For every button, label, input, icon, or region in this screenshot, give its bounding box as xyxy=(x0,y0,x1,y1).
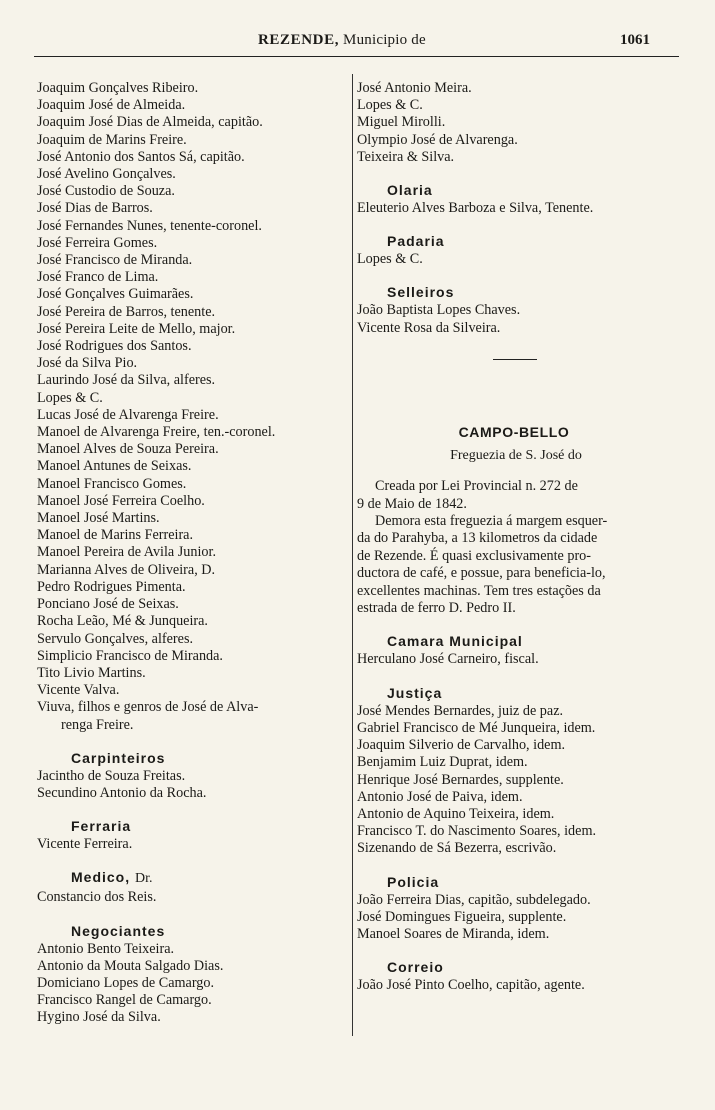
list-item: Herculano José Carneiro, fiscal. xyxy=(357,651,539,668)
section-heading xyxy=(37,867,349,889)
list-item: Manoel Francisco Gomes. xyxy=(37,475,187,492)
list-item: Antonio da Mouta Salgado Dias. xyxy=(37,957,224,974)
paragraph-line: ductora de café, e possue, para beneficia-lo, xyxy=(357,565,606,582)
section-heading-text: Carpinteiros xyxy=(71,749,166,766)
parish-subtitle: Freguezia de S. José do xyxy=(450,448,582,464)
section-heading-text: Negociantes xyxy=(71,922,166,939)
list-item: José Gonçalves Guimarães. xyxy=(37,286,194,303)
paragraph-line: 9 de Maio de 1842. xyxy=(357,495,467,512)
list-item: José Rodrigues dos Santos. xyxy=(37,338,192,355)
section-heading-text: Selleiros xyxy=(387,284,455,301)
page-number: 1061 xyxy=(620,32,650,48)
section-heading-sub: Dr. xyxy=(135,871,153,887)
section-heading-text: Camara Municipal xyxy=(387,633,523,650)
paragraph-line: excellentes machinas. Tem tres estações da xyxy=(357,582,601,599)
header-rule xyxy=(34,56,679,57)
column-divider xyxy=(352,74,353,1036)
paragraph-line: estrada de ferro D. Pedro II. xyxy=(357,600,516,617)
title-town: REZENDE, xyxy=(258,32,340,48)
list-item: Simplicio Francisco de Miranda. xyxy=(37,647,223,664)
section-heading-text: Ferraria xyxy=(71,818,132,835)
list-item: José Custodio de Souza. xyxy=(37,183,175,200)
section-heading-text: Padaria xyxy=(387,233,445,250)
list-item: Joaquim José de Almeida. xyxy=(37,97,186,114)
list-item: Ponciano José de Seixas. xyxy=(37,596,179,613)
list-item: renga Freire. xyxy=(61,716,134,733)
description-paragraph xyxy=(357,478,679,617)
list-item: Benjamim Luiz Duprat, idem. xyxy=(357,754,528,771)
list-item: Olympio José de Alvarenga. xyxy=(357,131,518,148)
list-item: Lopes & C. xyxy=(37,389,103,406)
list-item: Tito Livio Martins. xyxy=(37,664,146,681)
list-item: Laurindo José da Silva, alferes. xyxy=(37,372,216,389)
list-item: Manoel Pereira de Avila Junior. xyxy=(37,544,217,561)
list-item: Lopes & C. xyxy=(357,97,423,114)
list-item: Teixeira & Silva. xyxy=(357,148,455,165)
list-item: Antonio de Aquino Teixeira, idem. xyxy=(357,805,555,822)
place-title: CAMPO-BELLO xyxy=(458,423,570,440)
list-item: Manoel de Marins Ferreira. xyxy=(37,527,194,544)
list-item: Viuva, filhos e genros de José de Alva- xyxy=(37,699,259,716)
section-heading-text: Justiça xyxy=(387,684,443,701)
page-header xyxy=(0,32,715,54)
list-item: Marianna Alves de Oliveira, D. xyxy=(37,561,216,578)
list-item: José Ferreira Gomes. xyxy=(37,234,158,251)
section-heading xyxy=(357,872,679,892)
list-item: João Ferreira Dias, capitão, subdelegado. xyxy=(357,891,591,908)
section-heading xyxy=(357,683,679,703)
list-item: Manoel Soares de Miranda, idem. xyxy=(357,925,550,942)
list-item: Vicente Rosa da Silveira. xyxy=(357,319,501,336)
section-heading-text: Olaria xyxy=(387,182,433,199)
section-heading xyxy=(357,957,679,977)
list-item: Domiciano Lopes de Camargo. xyxy=(37,974,215,991)
list-item: Joaquim de Marins Freire. xyxy=(37,131,187,148)
section-heading xyxy=(357,282,679,302)
list-item: Antonio José de Paiva, idem. xyxy=(357,788,523,805)
list-item: José Mendes Bernardes, juiz de paz. xyxy=(357,702,564,719)
list-item: José Pereira de Barros, tenente. xyxy=(37,303,216,320)
list-item: José da Silva Pio. xyxy=(37,355,138,372)
list-item: Eleuterio Alves Barboza e Silva, Tenente. xyxy=(357,200,594,217)
section-heading-text: Policia xyxy=(387,873,440,890)
list-item: Pedro Rodrigues Pimenta. xyxy=(37,578,186,595)
spacer xyxy=(357,464,679,478)
list-item: Manoel Alves de Souza Pereira. xyxy=(37,441,219,458)
paragraph-line: Demora esta freguezia á margem esquer- xyxy=(375,513,608,530)
list-item: Rocha Leão, Mé & Junqueira. xyxy=(37,613,208,630)
list-item: Manoel José Ferreira Coelho. xyxy=(37,492,205,509)
list-item: Constancio dos Reis. xyxy=(37,889,157,906)
list-item: Joaquim José Dias de Almeida, capitão. xyxy=(37,114,263,131)
list-item: Lucas José de Alvarenga Freire. xyxy=(37,406,219,423)
list-item: Francisco T. do Nascimento Soares, idem. xyxy=(357,823,597,840)
list-item: Servulo Gonçalves, alferes. xyxy=(37,630,194,647)
right-column xyxy=(357,80,679,994)
list-item: Sizenando de Sá Bezerra, escrivão. xyxy=(357,840,557,857)
list-item: Miguel Mirolli. xyxy=(357,114,446,131)
list-item: Jacintho de Souza Freitas. xyxy=(37,767,186,784)
list-item: Henrique José Bernardes, supplente. xyxy=(357,771,564,788)
list-item: José Dias de Barros. xyxy=(37,200,153,217)
list-item: Lopes & C. xyxy=(357,251,423,268)
section-separator xyxy=(493,359,537,360)
paragraph-line: de Rezende. É quasi exclusivamente pro- xyxy=(357,547,592,564)
list-item: José Francisco de Miranda. xyxy=(37,252,193,269)
section-heading-text: Medico, xyxy=(71,869,131,886)
paragraph-line: da do Parahyba, a 13 kilometros da cidade xyxy=(357,530,598,547)
list-item: José Antonio dos Santos Sá, capitão. xyxy=(37,148,245,165)
section-heading xyxy=(357,231,679,251)
paragraph-line: Creada por Lei Provincial n. 272 de xyxy=(375,478,578,495)
list-item: João José Pinto Coelho, capitão, agente. xyxy=(357,977,585,994)
list-item: Manoel José Martins. xyxy=(37,510,160,527)
list-item: Vicente Valva. xyxy=(37,682,120,699)
left-column xyxy=(37,80,349,1027)
list-item: Hygino José da Silva. xyxy=(37,1009,161,1026)
list-item: Francisco Rangel de Camargo. xyxy=(37,992,212,1009)
section-heading xyxy=(37,921,349,941)
list-item: José Fernandes Nunes, tenente-coronel. xyxy=(37,217,262,234)
running-title xyxy=(258,32,426,49)
list-item: Manoel Antunes de Seixas. xyxy=(37,458,192,475)
list-item: Antonio Bento Teixeira. xyxy=(37,940,175,957)
section-heading xyxy=(37,816,349,836)
list-item: Manoel de Alvarenga Freire, ten.-coronel. xyxy=(37,424,276,441)
list-item: Vicente Ferreira. xyxy=(37,836,133,853)
list-item: José Avelino Gonçalves. xyxy=(37,166,176,183)
list-item: Gabriel Francisco de Mé Junqueira, idem. xyxy=(357,719,596,736)
section-heading xyxy=(357,631,679,651)
list-item: Joaquim Silverio de Carvalho, idem. xyxy=(357,737,566,754)
section-heading xyxy=(37,748,349,768)
list-item: José Pereira Leite de Mello, major. xyxy=(37,320,236,337)
list-item: Secundino Antonio da Rocha. xyxy=(37,784,207,801)
list-item: José Domingues Figueira, supplente. xyxy=(357,908,567,925)
list-item: João Baptista Lopes Chaves. xyxy=(357,302,521,319)
title-municipio: Municipio de xyxy=(343,32,426,48)
list-item: José Antonio Meira. xyxy=(357,80,472,96)
list-item: José Franco de Lima. xyxy=(37,269,159,286)
section-heading-text: Correio xyxy=(387,959,444,976)
list-item: Joaquim Gonçalves Ribeiro. xyxy=(37,80,199,96)
section-heading xyxy=(357,180,679,200)
